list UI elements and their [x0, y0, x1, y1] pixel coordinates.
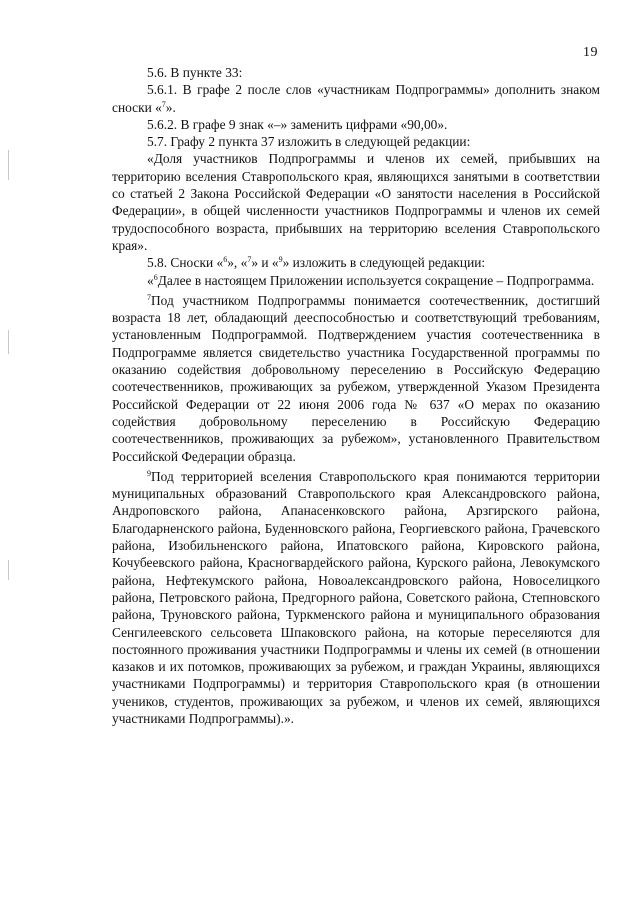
paragraph: [112, 64, 600, 81]
paragraph: [112, 81, 600, 116]
footnote-marker: 6: [153, 272, 158, 282]
paragraph-text: ».: [165, 99, 176, 115]
footnote-marker: 6: [223, 255, 228, 265]
paragraph: [112, 468, 600, 727]
page-number: 19: [583, 45, 598, 60]
footnote-marker: 7: [247, 255, 252, 265]
paragraph: [112, 272, 600, 289]
paragraph: [112, 150, 600, 254]
paragraph-text: Далее в настоящем Приложении используется сокращение – Подпрограмма.: [157, 272, 595, 288]
paragraph-text: «: [147, 272, 154, 288]
paragraph-text: «Доля участников Подпрограммы и членов их семей, прибывших на территорию вселения Ставропольского края, являющихся занятыми в соответствии со статьей 2 Закона Российской Федерации «О занятости населения в Российской Федерации», в общей численности участников Подпрограммы и членов их семей трудоспособного возраста, прибывших на территорию вселения Ставропольского края».: [112, 151, 600, 253]
paragraph-text: 5.6.1. В графе 2 после слов «участникам Подпрограммы» дополнить знаком сноски «: [112, 82, 600, 115]
footnote-marker: 7: [161, 99, 166, 109]
scan-edge-mark: [8, 330, 9, 354]
footnote-marker: 7: [147, 292, 151, 302]
scan-edge-mark: [8, 150, 9, 180]
paragraph-text: Под территорией вселения Ставропольского края понимаются территории муниципальных образований Ставропольского края Александровского района, Андроповского района, Апанасенковского района, Арзгирского района, Благодарненского района, Буденновского района, Георгиевского района, Грачевского района, Изобильненского района, Ипатовского района, Кировского района, Кочубеевского района, Красногвардейского района, Курского района, Левокумского района, Нефтекумского района, Новоалександровского района, Новоселицкого района, Петровского района, Предгорного района, Советского района, Степновского района, Труновского района, Туркменского района и муниципального образования Сенгилеевского сельсовета Шпаковского района, на которые переселяются для постоянного проживания участники Подпрограммы и члены их семей (в отношении казаков и их потомков, проживающих за рубежом, и граждан Украины, являющихся участниками Подпрограммы) и территория Ставропольского края (в отношении учеников, студентов, проживающих за рубежом, и членов их семей, являющихся участниками Подпрограммы).».: [112, 468, 600, 726]
footnote-marker: 9: [147, 468, 151, 478]
paragraph: [112, 292, 600, 465]
footnote-marker: 9: [278, 255, 283, 265]
document-body: [112, 64, 600, 727]
paragraph-text: » и «: [251, 255, 279, 271]
paragraph-text: Под участником Подпрограммы понимается соотечественник, достигший возраста 18 лет, обладающий дееспособностью и соответствующий требованиям, установленным Подпрограммой. Подтверждением участия соотечественника в Подпрограмме является свидетельство участника Государственной программы по оказанию содействия добровольному переселению в Российскую Федерацию соотечественников, проживающих за рубежом, утвержденной Указом Президента Российской Федерации от 22 июня 2006 года № 637 «О мерах по оказанию содействия добровольному переселению в Российскую Федерацию соотечественников, проживающих за рубежом», установленного Правительством Российской Федерации образца.: [112, 292, 600, 464]
paragraph-text: 5.6. В пункте 33:: [147, 65, 243, 80]
paragraph-text: 5.7. Графу 2 пункта 37 изложить в следующей редакции:: [147, 134, 471, 150]
paragraph-text: 5.6.2. В графе 9 знак «–» заменить цифрами «90,00».: [147, 116, 448, 132]
paragraph-text: » изложить в следующей редакции:: [282, 255, 486, 271]
paragraph: [112, 254, 600, 271]
scan-edge-mark: [8, 560, 9, 580]
paragraph-text: 5.8. Сноски «: [147, 255, 224, 271]
paragraph-text: », «: [227, 255, 248, 271]
paragraph: [112, 133, 600, 150]
paragraph: [112, 116, 600, 133]
